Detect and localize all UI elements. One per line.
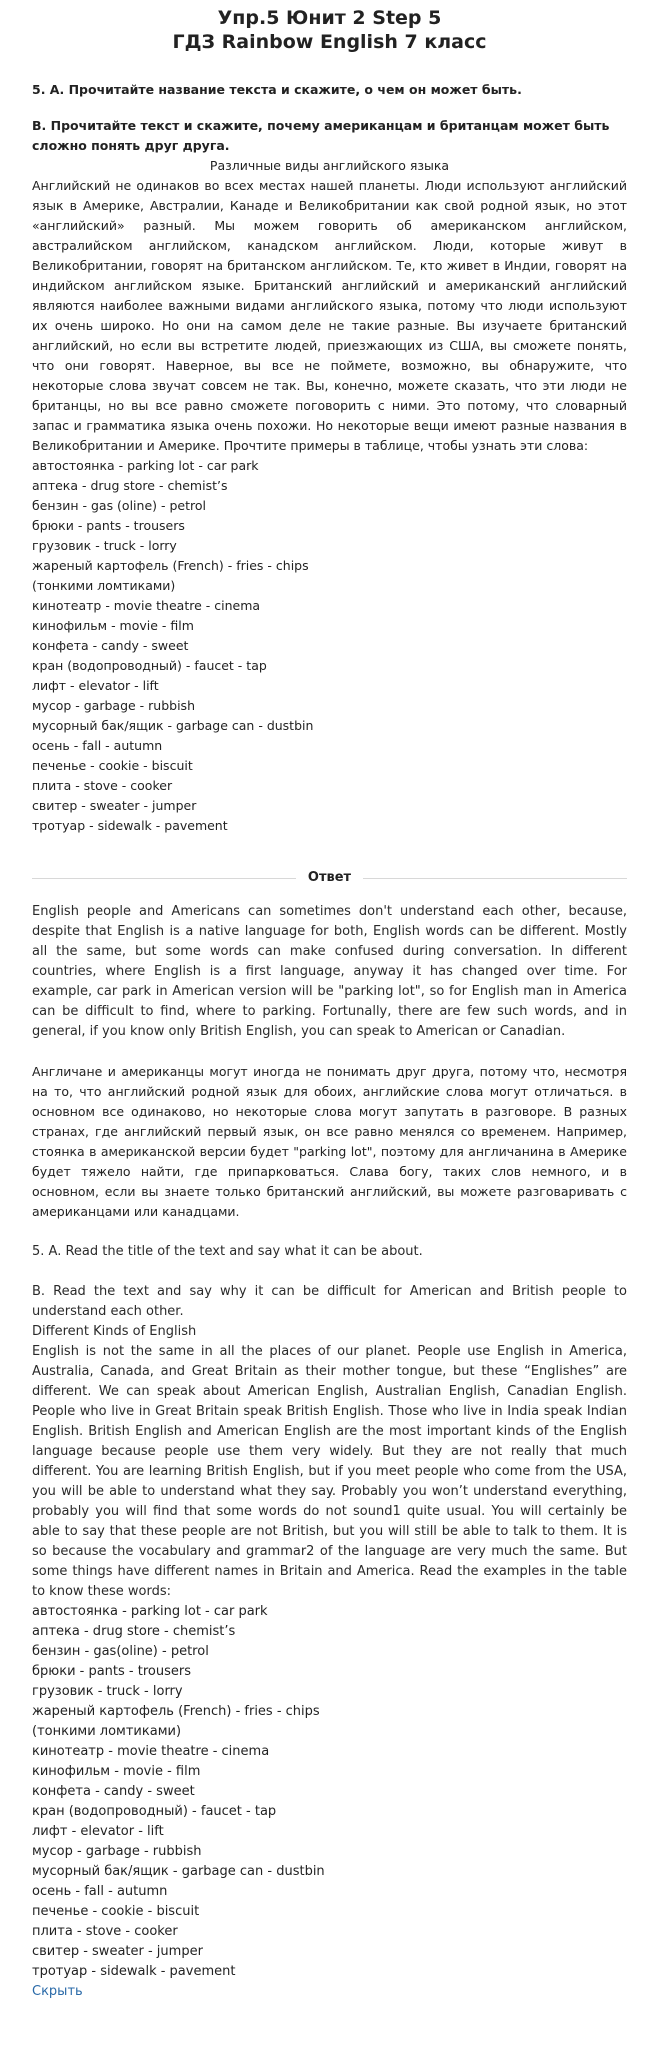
en-vocab-item: мусорный бак/ящик - garbage can - dustbin [32, 1864, 325, 1879]
vocab-item: кинофильм - movie - film [32, 618, 194, 633]
text-body: Английский не одинаков во всех местах нашей планеты. Люди используют английский язык в Америке, Австралии, Канаде и Великобритании как свой родной язык, но этот «английский» разный. Мы можем говорить об американском английском, австралийском английском, канадском английском. Люди, которые живут в Великобритании, говорят на британском английском. Те, кто живет в Индии, говорят на индийском английском языке. Британский английский и американский английский являются наиболее важными видами английского языка, потому что люди используют их очень широко. Но они на самом деле не такие разные. Вы изучаете британский английский, но если вы встретите людей, приезжающих из США, вы сможете понять, что они говорят. Наверное, вы все не поймете, возможно, вы обнаружите, что некоторые слова звучат совсем не так. Вы, конечно, можете сказать, что эти люди не британцы, но вы все равно сможете поговорить с ними. Это потому, что словарный запас и грамматика языка очень похожи. Но некоторые вещи имеют разные названия в Великобритании и Америке. Прочтите примеры в таблице, чтобы узнать эти слова: [32, 178, 627, 453]
en-vocab-item: брюки - pants - trousers [32, 1664, 191, 1679]
en-vocab-item: грузовик - truck - lorry [32, 1684, 183, 1699]
en-vocab-list [32, 1602, 627, 1982]
vocab-item: плита - stove - cooker [32, 778, 173, 793]
en-vocab-item: мусор - garbage - rubbish [32, 1844, 202, 1859]
vocab-item: автостоянка - parking lot - car park [32, 458, 259, 473]
page-title [32, 6, 627, 54]
en-text-title: Different Kinds of English [32, 1324, 197, 1339]
page-title-line1: Упр.5 Юнит 2 Step 5 [217, 7, 442, 29]
text-title: Различные виды английского языка [209, 158, 450, 173]
en-vocab-item: автостоянка - parking lot - car park [32, 1604, 268, 1619]
vocab-list [32, 456, 627, 836]
en-task-b: B. Read the text and say why it can be difficult for American and British people to understand each other. [32, 1284, 627, 1319]
answer-divider [32, 868, 627, 888]
en-vocab-item: печенье - cookie - biscuit [32, 1904, 200, 1919]
vocab-item: жареный картофель (French) - fries - chips [32, 558, 309, 573]
vocab-item: брюки - pants - trousers [32, 518, 185, 533]
page-title-line2: ГДЗ Rainbow English 7 класс [172, 31, 487, 53]
vocab-item: тротуар - sidewalk - pavement [32, 818, 228, 833]
task-a: 5. А. Прочитайте название текста и скажите, о чем он может быть. [32, 82, 522, 97]
hide-answer-link[interactable]: Скрыть [32, 1984, 83, 1999]
en-vocab-item: осень - fall - autumn [32, 1884, 168, 1899]
vocab-item: лифт - elevator - lift [32, 678, 159, 693]
en-vocab-item: плита - stove - cooker [32, 1924, 178, 1939]
vocab-item: мусор - garbage - rubbish [32, 698, 195, 713]
vocab-item: грузовик - truck - lorry [32, 538, 177, 553]
en-vocab-item: конфета - candy - sweet [32, 1784, 195, 1799]
vocab-item: аптека - drug store - chemist’s [32, 478, 228, 493]
en-vocab-item: аптека - drug store - chemist’s [32, 1624, 236, 1639]
vocab-item: свитер - sweater - jumper [32, 798, 197, 813]
en-vocab-item: тротуар - sidewalk - pavement [32, 1964, 236, 1979]
answer-label: Ответ [307, 870, 352, 885]
vocab-item: бензин - gas (oline) - petrol [32, 498, 206, 513]
vocab-item: кинотеатр - movie theatre - cinema [32, 598, 261, 613]
task-b: В. Прочитайте текст и скажите, почему американцам и британцам может быть сложно понять друг друга. [32, 118, 610, 153]
vocab-item: кран (водопроводный) - faucet - tap [32, 658, 267, 673]
en-vocab-item: кинофильм - movie - film [32, 1764, 201, 1779]
en-task-a: 5. A. Read the title of the text and say what it can be about. [32, 1244, 423, 1259]
vocab-item: мусорный бак/ящик - garbage can - dustbin [32, 718, 314, 733]
en-vocab-item: лифт - elevator - lift [32, 1824, 164, 1839]
divider-line-right [363, 878, 627, 879]
en-text-body: English is not the same in all the places of our planet. People use English in America, Australia, Canada, and Great Britain as their mother tongue, but these “Englishes” are different. We can speak about American English, Australian English, Canadian English. People who live in Great Britain speak British English. Those who live in India speak Indian English. British English and American English are the most important kinds of the English language because people use them very widely. But they are not really that much different. You are learning British English, but if you meet people who come from the USA, you will be able to understand what they say. Probably you won’t understand everything, probably you will find that some words do not sound1 quite usual. You will certainly be able to say that these people are not British, but you will still be able to talk to them. It is so because the vocabulary and grammar2 of the language are very much the same. But some things have different names in Britain and America. Read the examples in the table to know these words: [32, 1344, 627, 1599]
en-vocab-item: (тонкими ломтиками) [32, 1724, 182, 1739]
en-vocab-item: жареный картофель (French) - fries - chips [32, 1704, 320, 1719]
answer-russian: Англичане и американцы могут иногда не понимать друг друга, потому что, несмотря на то, что английский родной язык для обоих, английские слова могут отличаться. в основном все одинаково, но некоторые слова могут запутать в разговоре. В разных странах, где английский первый язык, он все равно менялся со временем. Например, стоянка в американской версии будет "parking lot", поэтому для англичанина в Америке будет тяжело найти, где припарковаться. Слава богу, таких слов немного, и в основном, если вы знаете только британский английский, вы можете разговаривать с американцами или канадцами. [32, 1064, 627, 1219]
answer-block [32, 902, 627, 2002]
divider-line-left [32, 878, 296, 879]
vocab-item: печенье - cookie - biscuit [32, 758, 193, 773]
vocab-item: осень - fall - autumn [32, 738, 163, 753]
en-vocab-item: кинотеатр - movie theatre - cinema [32, 1744, 270, 1759]
answer-english: English people and Americans can sometimes don't understand each other, because, despite that English is a native language for both, English words can be different. Mostly all the same, but some words can make confused during conversation. In different countries, where English is a first language, anyway it has changed over time. For example, car park in American version will be "parking lot", so for English man in America can be difficult to find, where to parking. Fortunally, there are few such words, and in general, if you know only British English, you can speak to American or Canadian. [32, 904, 627, 1039]
vocab-item: конфета - candy - sweet [32, 638, 189, 653]
vocab-item: (тонкими ломтиками) [32, 578, 176, 593]
en-vocab-item: свитер - sweater - jumper [32, 1944, 203, 1959]
en-vocab-item: бензин - gas(oline) - petrol [32, 1644, 209, 1659]
en-vocab-item: кран (водопроводный) - faucet - tap [32, 1804, 277, 1819]
